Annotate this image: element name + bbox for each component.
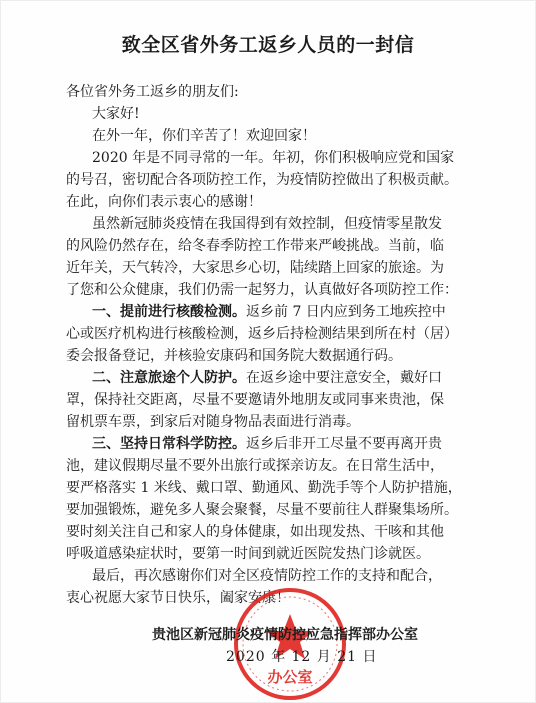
para1-line: 2020 年是不同寻常的一年。年初，你们积极响应党和国家 bbox=[92, 150, 455, 166]
item3-line: 要加强锻炼，避免多人聚会聚餐，尽量不要前往人群聚集场所。 bbox=[66, 502, 458, 518]
official-seal-stamp bbox=[232, 586, 348, 702]
signature-organization: 贵池区新冠肺炎疫情防控应急指挥部办公室 bbox=[152, 627, 418, 643]
item2-line: 罩，保持社交距离，尽量不要邀请外地朋友或同事来贵池，保 bbox=[66, 392, 444, 408]
item3-text: 返乡后非开工尽量不要再离开贵 bbox=[246, 436, 442, 452]
item1-first-line bbox=[92, 305, 446, 319]
item3-heading: 三、坚持日常科学防控。 bbox=[92, 436, 246, 452]
para2-line: 的风险仍然存在，给冬春季防控工作带来严峻挑战。当前，临 bbox=[66, 238, 444, 254]
item2-text: 在返乡途中要注意安全，戴好口 bbox=[246, 370, 442, 386]
para2-line: 了您和公众健康，我们仍需一起努力，认真做好各项防控工作： bbox=[66, 282, 458, 298]
letter-title: 致全区省外务工返乡人员的一封信 bbox=[121, 34, 415, 56]
item3-first-line bbox=[92, 437, 442, 451]
signature-date: 2020 年 12 月 21 日 bbox=[226, 649, 378, 665]
item3-line: 池，建议假期尽量不要外出旅行或探亲访友。在日常生活中， bbox=[66, 458, 444, 474]
greeting-line-1: 大家好! bbox=[92, 106, 140, 122]
item1-line: 委会报备登记，并核验安康码和国务院大数据通行码。 bbox=[66, 348, 402, 364]
item2-heading: 二、注意旅途个人防护。 bbox=[92, 370, 246, 386]
para2-line: 近年关，天气转冷，大家思乡心切，陆续踏上回家的旅途。为 bbox=[66, 260, 444, 276]
item1-text: 返乡前 7 日内应到务工地疾控中 bbox=[246, 304, 446, 320]
para1-line: 在此，向你们表示衷心的感谢！ bbox=[66, 194, 262, 210]
item2-first-line bbox=[92, 371, 442, 385]
item1-heading: 一、提前进行核酸检测。 bbox=[92, 304, 246, 320]
item2-line: 留机票车票，到家后对随身物品表面进行消毒。 bbox=[66, 414, 360, 430]
para2-line: 虽然新冠肺炎疫情在我国得到有效控制，但疫情零星散发 bbox=[92, 216, 442, 232]
salutation: 各位省外务工返乡的朋友们: bbox=[66, 84, 239, 100]
item3-line: 呼吸道感染症状时，要第一时间到就近医院发热门诊就医。 bbox=[66, 546, 430, 562]
greeting-line-2: 在外一年，你们辛苦了！欢迎回家！ bbox=[92, 128, 316, 144]
closing-line: 衷心祝愿大家节日快乐，阖家安康！ bbox=[66, 590, 290, 606]
item1-line: 心或医疗机构进行核酸检测，返乡后持检测结果到所在村（居） bbox=[66, 326, 458, 342]
item3-line: 要时刻关注自己和家人的身体健康，如出现发热、干咳和其他 bbox=[66, 524, 444, 540]
item3-line: 要严格落实 1 米线、戴口罩、勤通风、勤洗手等个人防护措施， bbox=[66, 480, 462, 496]
closing-line: 最后，再次感谢你们对全区疫情防控工作的支持和配合， bbox=[92, 568, 442, 584]
para1-line: 的号召，密切配合各项防控工作，为疫情防控做出了积极贡献。 bbox=[66, 172, 458, 188]
seal-center-text: 办公室 bbox=[267, 668, 313, 686]
